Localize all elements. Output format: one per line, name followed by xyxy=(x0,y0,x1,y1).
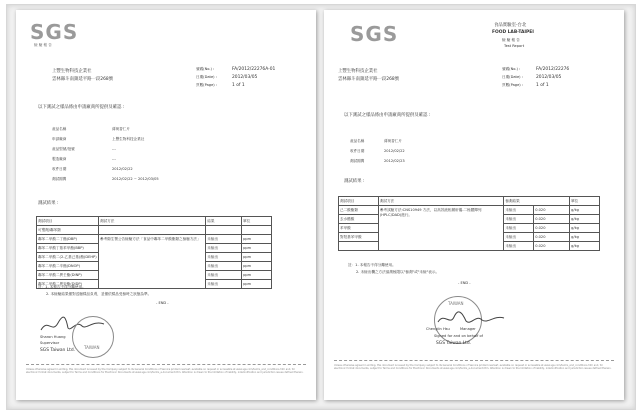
sgs-logo: SGS xyxy=(30,20,79,44)
note-line: 註：1. 本報告不得分離使用。 xyxy=(38,285,86,289)
field-value: 2012/02/23 xyxy=(384,159,405,163)
field-label: 產品名稱 xyxy=(52,127,67,131)
note-line: 註：1. 本報告不得分離使用。 xyxy=(348,263,396,267)
stamp-text: TAIWAN xyxy=(448,301,464,306)
test-unit: ppm xyxy=(242,271,272,280)
table-header: 結果 xyxy=(206,217,242,226)
test-item: 對羥基苯甲酸 xyxy=(339,233,379,242)
test-result: 未檢出 xyxy=(206,280,242,289)
date-label: 日期(Date) : xyxy=(502,75,523,79)
field-value: 薄荷香仁片 xyxy=(384,139,402,143)
report-no-label: 號碼(No.) : xyxy=(196,67,215,71)
test-unit: ppm xyxy=(242,244,272,253)
client-name: 上豐生物科技企業社 xyxy=(52,69,92,74)
results-label: 測試結果 : xyxy=(344,179,365,184)
table-header-row xyxy=(37,217,272,226)
report-no-label: 號碼(No.) : xyxy=(502,67,521,71)
field-value: 2012/02/22 xyxy=(112,167,133,171)
report-label-en: Test Report xyxy=(504,44,525,48)
field-value: 2012/02/22 xyxy=(384,149,405,153)
test-item xyxy=(339,242,379,251)
page-label: 頁數(Page) : xyxy=(196,83,218,87)
client-name: 上豐生物科技企業社 xyxy=(338,69,378,74)
test-item: 鄰苯二甲酸丁基苯甲酯(BBP) xyxy=(37,244,99,253)
signature-image xyxy=(436,310,506,328)
results-table xyxy=(338,196,600,251)
test-item: 可塑劑/鄰苯類 xyxy=(37,226,99,235)
table-row xyxy=(37,235,272,244)
test-method: 參考衛生署公告檢驗方法「食品中鄰苯二甲酸酯類之檢驗方法」 xyxy=(98,235,205,289)
field-label: 測試期間 xyxy=(350,159,365,163)
report-label: 檢 驗 報 告 xyxy=(34,43,52,47)
page-number: 1 of 1 xyxy=(536,83,549,88)
field-label: 申請廠商 xyxy=(52,137,67,141)
left-report-sheet xyxy=(16,10,316,400)
client-address: 雲林縣斗南鎮延平路一段268號 xyxy=(338,77,400,82)
report-label: 檢 驗 報 告 xyxy=(502,38,520,42)
table-header: 測試方法 xyxy=(98,217,205,226)
results-label: 測試結果 : xyxy=(38,201,59,206)
test-unit: g/kg xyxy=(570,233,600,242)
end-marker: - END - xyxy=(458,281,471,285)
results-table xyxy=(36,216,272,289)
test-result: 未檢出 xyxy=(206,235,242,244)
table-header: 測試項目 xyxy=(339,197,379,206)
fine-print: Unless otherwise agreed in writing, this document is issued by the Company subject to its General Conditions of Service printed overleaf, available on request or accessible at www.sgs.com/terms_and_conditions.htm and, for electronic format documents, subject to Terms and Conditions for Electronic Documents at www.sgs.com/terms_e-document.htm. Attention is drawn to the limitation of liability, indemnification and jurisdiction issues defined therein. xyxy=(26,368,304,374)
test-result: 未檢出 xyxy=(504,224,534,233)
field-value: 薄荷香仁片 xyxy=(112,127,130,131)
table-header-row xyxy=(339,197,600,206)
test-result: 未檢出 xyxy=(206,244,242,253)
field-label: 測試期間 xyxy=(52,177,67,181)
intro-text: 以下測試之樣品係由申請廠商所提供及確認 : xyxy=(38,105,125,110)
field-value: 上豐生物科技企業社 xyxy=(112,137,145,141)
test-unit: ppm xyxy=(242,262,272,271)
signer-title: Supervisor xyxy=(40,341,60,345)
table-row xyxy=(37,226,272,235)
table-header: 單位 xyxy=(570,197,600,206)
test-method: 參考試驗方法:CNS10949 方法，以高效液相層析儀-二極體陣列(HPLC/DAD)進行。 xyxy=(378,206,503,251)
footer-divider xyxy=(334,360,614,361)
detection-limit: 0.020 xyxy=(534,242,570,251)
test-item: 己二酸酯類 xyxy=(339,206,379,215)
footer-divider xyxy=(26,364,306,365)
test-result: 未檢出 xyxy=(206,271,242,280)
test-unit: g/kg xyxy=(570,224,600,233)
field-value: --- xyxy=(112,157,116,161)
test-item: 鄰苯二甲酸二丁酯(DBP) xyxy=(37,235,99,244)
page-label: 頁數(Page) : xyxy=(502,83,524,87)
end-marker: - END - xyxy=(156,301,169,305)
test-method xyxy=(98,226,205,235)
client-address: 雲林縣斗南鎮延平路一段268號 xyxy=(52,77,114,82)
field-value: --- xyxy=(112,147,116,151)
signer-name: Sharon Huang xyxy=(40,335,66,339)
test-unit: ppm xyxy=(242,280,272,289)
signer-title: Manager xyxy=(460,327,476,331)
detection-limit: 0.020 xyxy=(534,233,570,242)
test-item: 苯甲酸 xyxy=(339,224,379,233)
table-header: 測試項目 xyxy=(37,217,99,226)
note-line: 2. 本檢驗結果僅對送驗樣品負責，並僅依樣品受檢時之狀態為準。 xyxy=(46,292,152,296)
test-result xyxy=(206,226,242,235)
lab-name: 食品實驗室-台北 xyxy=(494,23,527,28)
table-header: 檢測結果 xyxy=(504,197,570,206)
intro-text: 以下測試之樣品係由申請廠商所提供及確認 : xyxy=(344,113,431,118)
stamp-text: TAIWAN xyxy=(84,345,100,350)
test-result: 未檢出 xyxy=(206,253,242,262)
company-name: SGS Taiwan Ltd. xyxy=(436,341,472,346)
detection-limit: 0.020 xyxy=(534,224,570,233)
test-result: 未檢出 xyxy=(206,262,242,271)
sgs-logo: SGS xyxy=(350,22,399,46)
field-label: 收件日期 xyxy=(350,149,365,153)
company-stamp xyxy=(72,316,114,358)
detection-limit: 0.020 xyxy=(534,206,570,215)
detection-limit: 0.020 xyxy=(534,215,570,224)
table-header: 測試方法 xyxy=(378,197,503,206)
field-value: 2012/02/22 ~ 2012/03/05 xyxy=(112,177,159,181)
test-result: 未檢出 xyxy=(504,215,534,224)
right-report-sheet xyxy=(324,10,624,400)
date-label: 日期(Date) : xyxy=(196,75,217,79)
test-item: 去水醋酸 xyxy=(339,215,379,224)
test-result: 未檢出 xyxy=(504,206,534,215)
test-unit xyxy=(242,226,272,235)
lab-name-en: FOOD LAB-TAIPEI xyxy=(492,30,534,35)
table-row xyxy=(339,206,600,215)
field-label: 產品型號/批號 xyxy=(52,147,75,151)
test-unit: g/kg xyxy=(570,206,600,215)
page-number: 1 of 1 xyxy=(232,83,245,88)
field-label: 產品名稱 xyxy=(350,139,365,143)
test-unit: ppm xyxy=(242,253,272,262)
fine-print: Unless otherwise agreed in writing, this document is issued by the Company subject to its General Conditions of Service printed overleaf, available on request or accessible at www.sgs.com/terms_and_conditions.htm and, for electronic format documents, subject to Terms and Conditions for Electronic Documents at www.sgs.com/terms_e-document.htm. Attention is drawn to the limitation of liability, indemnification and jurisdiction issues defined therein. xyxy=(334,364,612,370)
signed-on-behalf: Signed for and on behalf of xyxy=(434,334,483,338)
company-name: SGS Taiwan Ltd. xyxy=(40,348,76,353)
report-no: FA/2012/22276A-01 xyxy=(232,67,276,72)
note-line: 2. 未檢出欄之方法偵測極限以"檢測"或"未檢"表示。 xyxy=(356,270,440,274)
test-result: 未檢出 xyxy=(504,242,534,251)
field-label: 製造廠商 xyxy=(52,157,67,161)
test-item: 鄰苯二甲酸二辛酯(DNOP) xyxy=(37,262,99,271)
test-item: 鄰苯二甲酸二異壬酯(DINP) xyxy=(37,271,99,280)
test-unit: ppm xyxy=(242,235,272,244)
report-date: 2012/03/05 xyxy=(232,75,258,80)
report-no: FA/2012/22276 xyxy=(536,67,570,72)
field-label: 收件日期 xyxy=(52,167,67,171)
signer-name: Chenglin Hsu xyxy=(426,327,450,331)
test-result: 未檢出 xyxy=(504,233,534,242)
report-date: 2012/03/05 xyxy=(536,75,562,80)
test-unit: g/kg xyxy=(570,242,600,251)
table-header: 單位 xyxy=(242,217,272,226)
test-item: 鄰苯二甲酸二(2-乙基己基)酯(DEHP) xyxy=(37,253,99,262)
test-unit: g/kg xyxy=(570,215,600,224)
test-item: 鄰苯二甲酸二異癸酯(DIDP) xyxy=(37,280,99,289)
